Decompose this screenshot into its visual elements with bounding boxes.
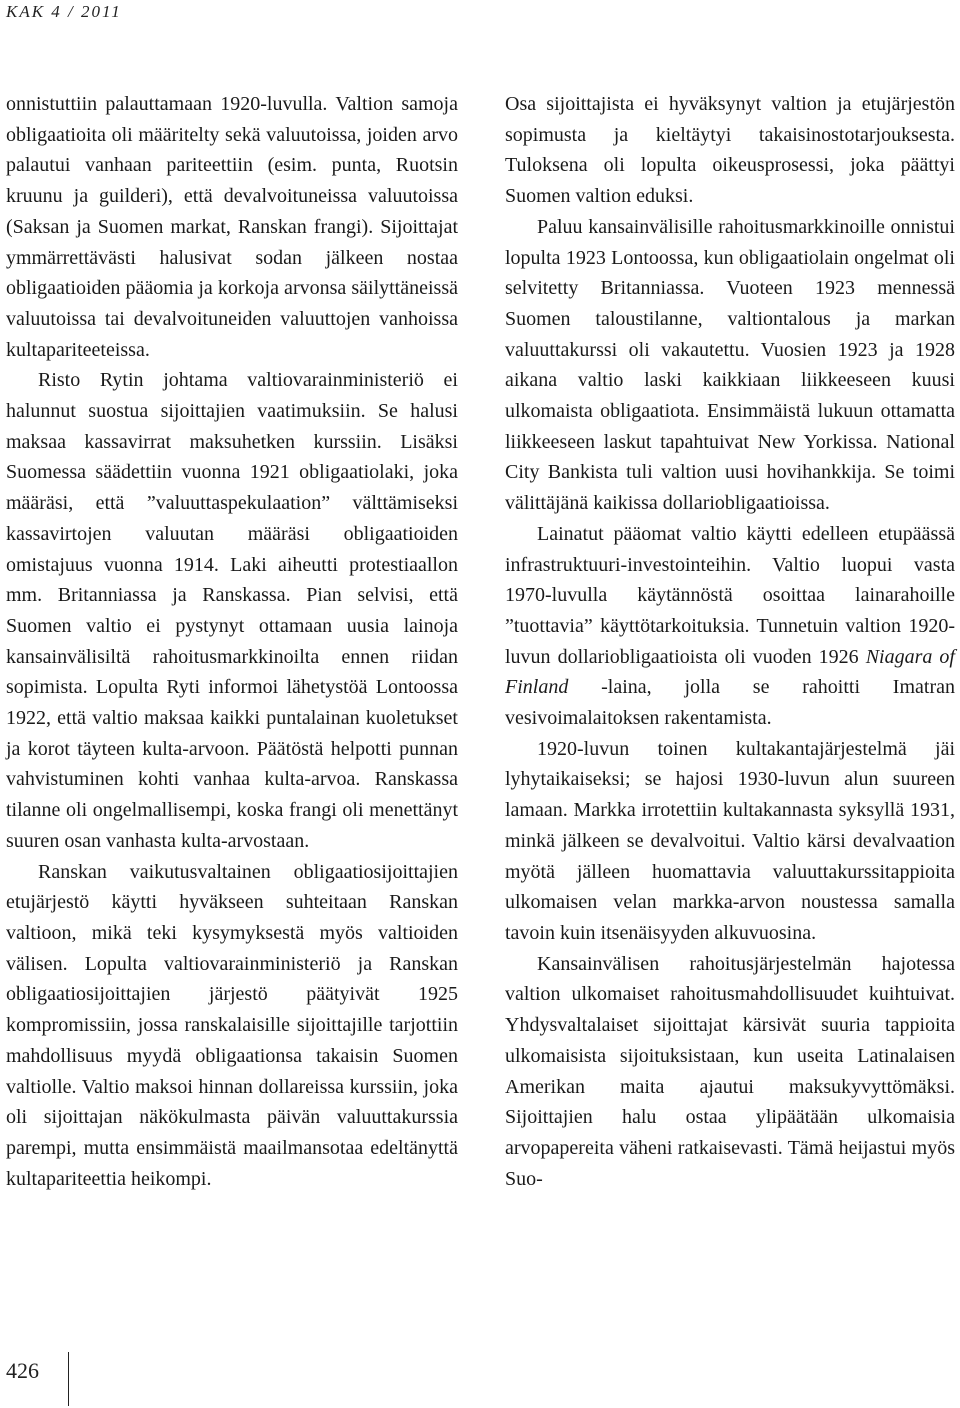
right-paragraph-5: Kansainvälisen rahoitusjärjestelmän hajotessa valtion ulkomaiset rahoitusmahdollisuudet kuihtuivat. Yhdysvaltalaiset sijoittajat kärsivät suuria tappioita ulkomaisista sijoituksistaan, kun useita Latinalaisen Amerikan maita ajautui maksukyvyttömäksi. Sijoittajien halu ostaa ylipäätään ulkomaisia arvopapereita väheni ratkaisevasti. Tämä heijastui myös Suo- [505, 952, 955, 1190]
left-paragraph-2: Risto Rytin johtama valtiovarainministeriö ei halunnut suostua sijoittajien vaatimuksiin. Se halusi maksaa kassavirrat maksuhetken kurssiin. Lisäksi Suomessa säädettiin vuonna 1921 obligaatiolaki, joka määräsi, että ”valuuttaspekulaation” välttämiseksi kassavirtojen valuutan määräsi obligaatioiden omistajuus vuonna 1914. Laki aiheutti protestiaallon mm. Britanniassa ja Ranskassa. Pian selvisi, että Suomen valtio ei pystynyt ottamaan uusia lainoja kansainvälisiltä rahoitusmarkkinoilta ennen riidan sopimista. Lopulta Ryti informoi lähetystöä Lontoossa 1922, että valtio maksaa kaikki puntalainan kuoletukset ja korot täyteen kulta-arvoon. Päätöstä helpotti punnan vahvistuminen kohti vanhaa kulta-arvoa. Ranskassa tilanne oli ongelmallisempi, koska frangi oli menettänyt suuren osan vanhasta kulta-arvostaan. [6, 369, 458, 852]
loan-name: Niagara of Finland [505, 645, 955, 699]
left-paragraph-3: Ranskan vaikutusvaltainen obligaatiosijoittajien etujärjestö käytti hyväkseen suhteitaan Ranskan valtioon, mikä teki kysymyksestä myös valtioiden välisen. Lopulta valtiovarainministeriö ja Ranskan obligaatiosijoittajien järjestö päätyivät 1925 kompromissiin, jossa ranskalaisille sijoittajille tarjottiin mahdollisuus myydä obligaationsa takaisin Suomen valtiolle. Valtio maksoi hinnan dollareissa kurssiin, joka oli sijoittajan näkökulmasta päivän valuuttakurssia parempi, mutta ensimmäistä maailmansotaa edeltänyttä kultapariteettia heikompi. [6, 860, 458, 1190]
right-paragraph-4: 1920-luvun toinen kultakantajärjestelmä jäi lyhytaikaiseksi; se hajosi 1930-luvun alun suureen lamaan. Markka irrotettiin kultakannasta syksyllä 1931, minkä jälkeen se devalvoitui. Valtio kärsi devalvaation myötä jälleen huomattavia valuuttakurssitappioita ulkomaisen velan markka-arvon noustessa samalla tavoin kuin itsenäisyyden alkuvuosina. [505, 737, 955, 944]
left-paragraph-1: onnistuttiin palauttamaan 1920-luvulla. Valtion samoja obligaatioita oli määritelty sekä valuutoissa, joiden arvo palautui vanhaan pariteettiin (esim. punta, Ruotsin kruunu ja guilderi), että devalvoituneissa valuutoissa (Saksan ja Suomen markat, Ranskan frangi). Sijoittajat ymmärrettävästi halusivat sodan jälkeen nostaa obligaatioiden pääomia ja korkoja arvonsa säilyttäneissä valuutoissa tai devalvoituneiden valuuttojen vanhoissa kultapariteeteissa. [6, 93, 458, 361]
page-number: 426 [6, 1358, 39, 1383]
right-paragraph-2: Paluu kansainvälisille rahoitusmarkkinoille onnistui lopulta 1923 Lontoossa, kun obligaatiolain ongelmat oli selvitetty Britanniassa. Vuoteen 1923 mennessä Suomen taloustilanne, valtiontalous ja markan valuuttakurssi oli vakautettu. Vuosien 1923 ja 1928 aikana valtio laski kaikkiaan liikkeeseen kuusi ulkomaista obligaatiota. Ensimmäistä lukuun ottamatta liikkeeseen laskut tapahtuivat New Yorkissa. National City Bankista tuli valtion uusi hovihankkija. Se toimi välittäjänä kaikissa dollariobligaatioissa. [505, 215, 955, 515]
right-paragraph-3 [505, 519, 955, 734]
left-column [6, 89, 458, 1194]
footer-divider [68, 1352, 69, 1406]
right-paragraph-3-end: -laina, jolla se rahoitti Imatran vesivoimalaitoksen rakentamista. [505, 676, 955, 730]
right-paragraph-1: Osa sijoittajista ei hyväksynyt valtion ja etujärjestön sopimusta ja kieltäytyi takaisinostotarjouksesta. Tuloksena oli lopulta oikeusprosessi, joka päättyi Suomen valtion eduksi. [505, 93, 955, 208]
right-column [505, 89, 955, 1194]
right-paragraph-3-start: Lainatut pääomat valtio käytti edelleen etupäässä infrastruktuuri-investointeihin. Valtio luopui vasta 1970-luvulla käytännöstä osoittaa lainarahoille ”tuottavia” käyttötarkoituksia. Tunnetuin valtion 1920-luvun dollariobligaatioista oli vuoden 1926 [505, 522, 955, 668]
journal-header: KAK 4 / 2011 [6, 2, 122, 21]
